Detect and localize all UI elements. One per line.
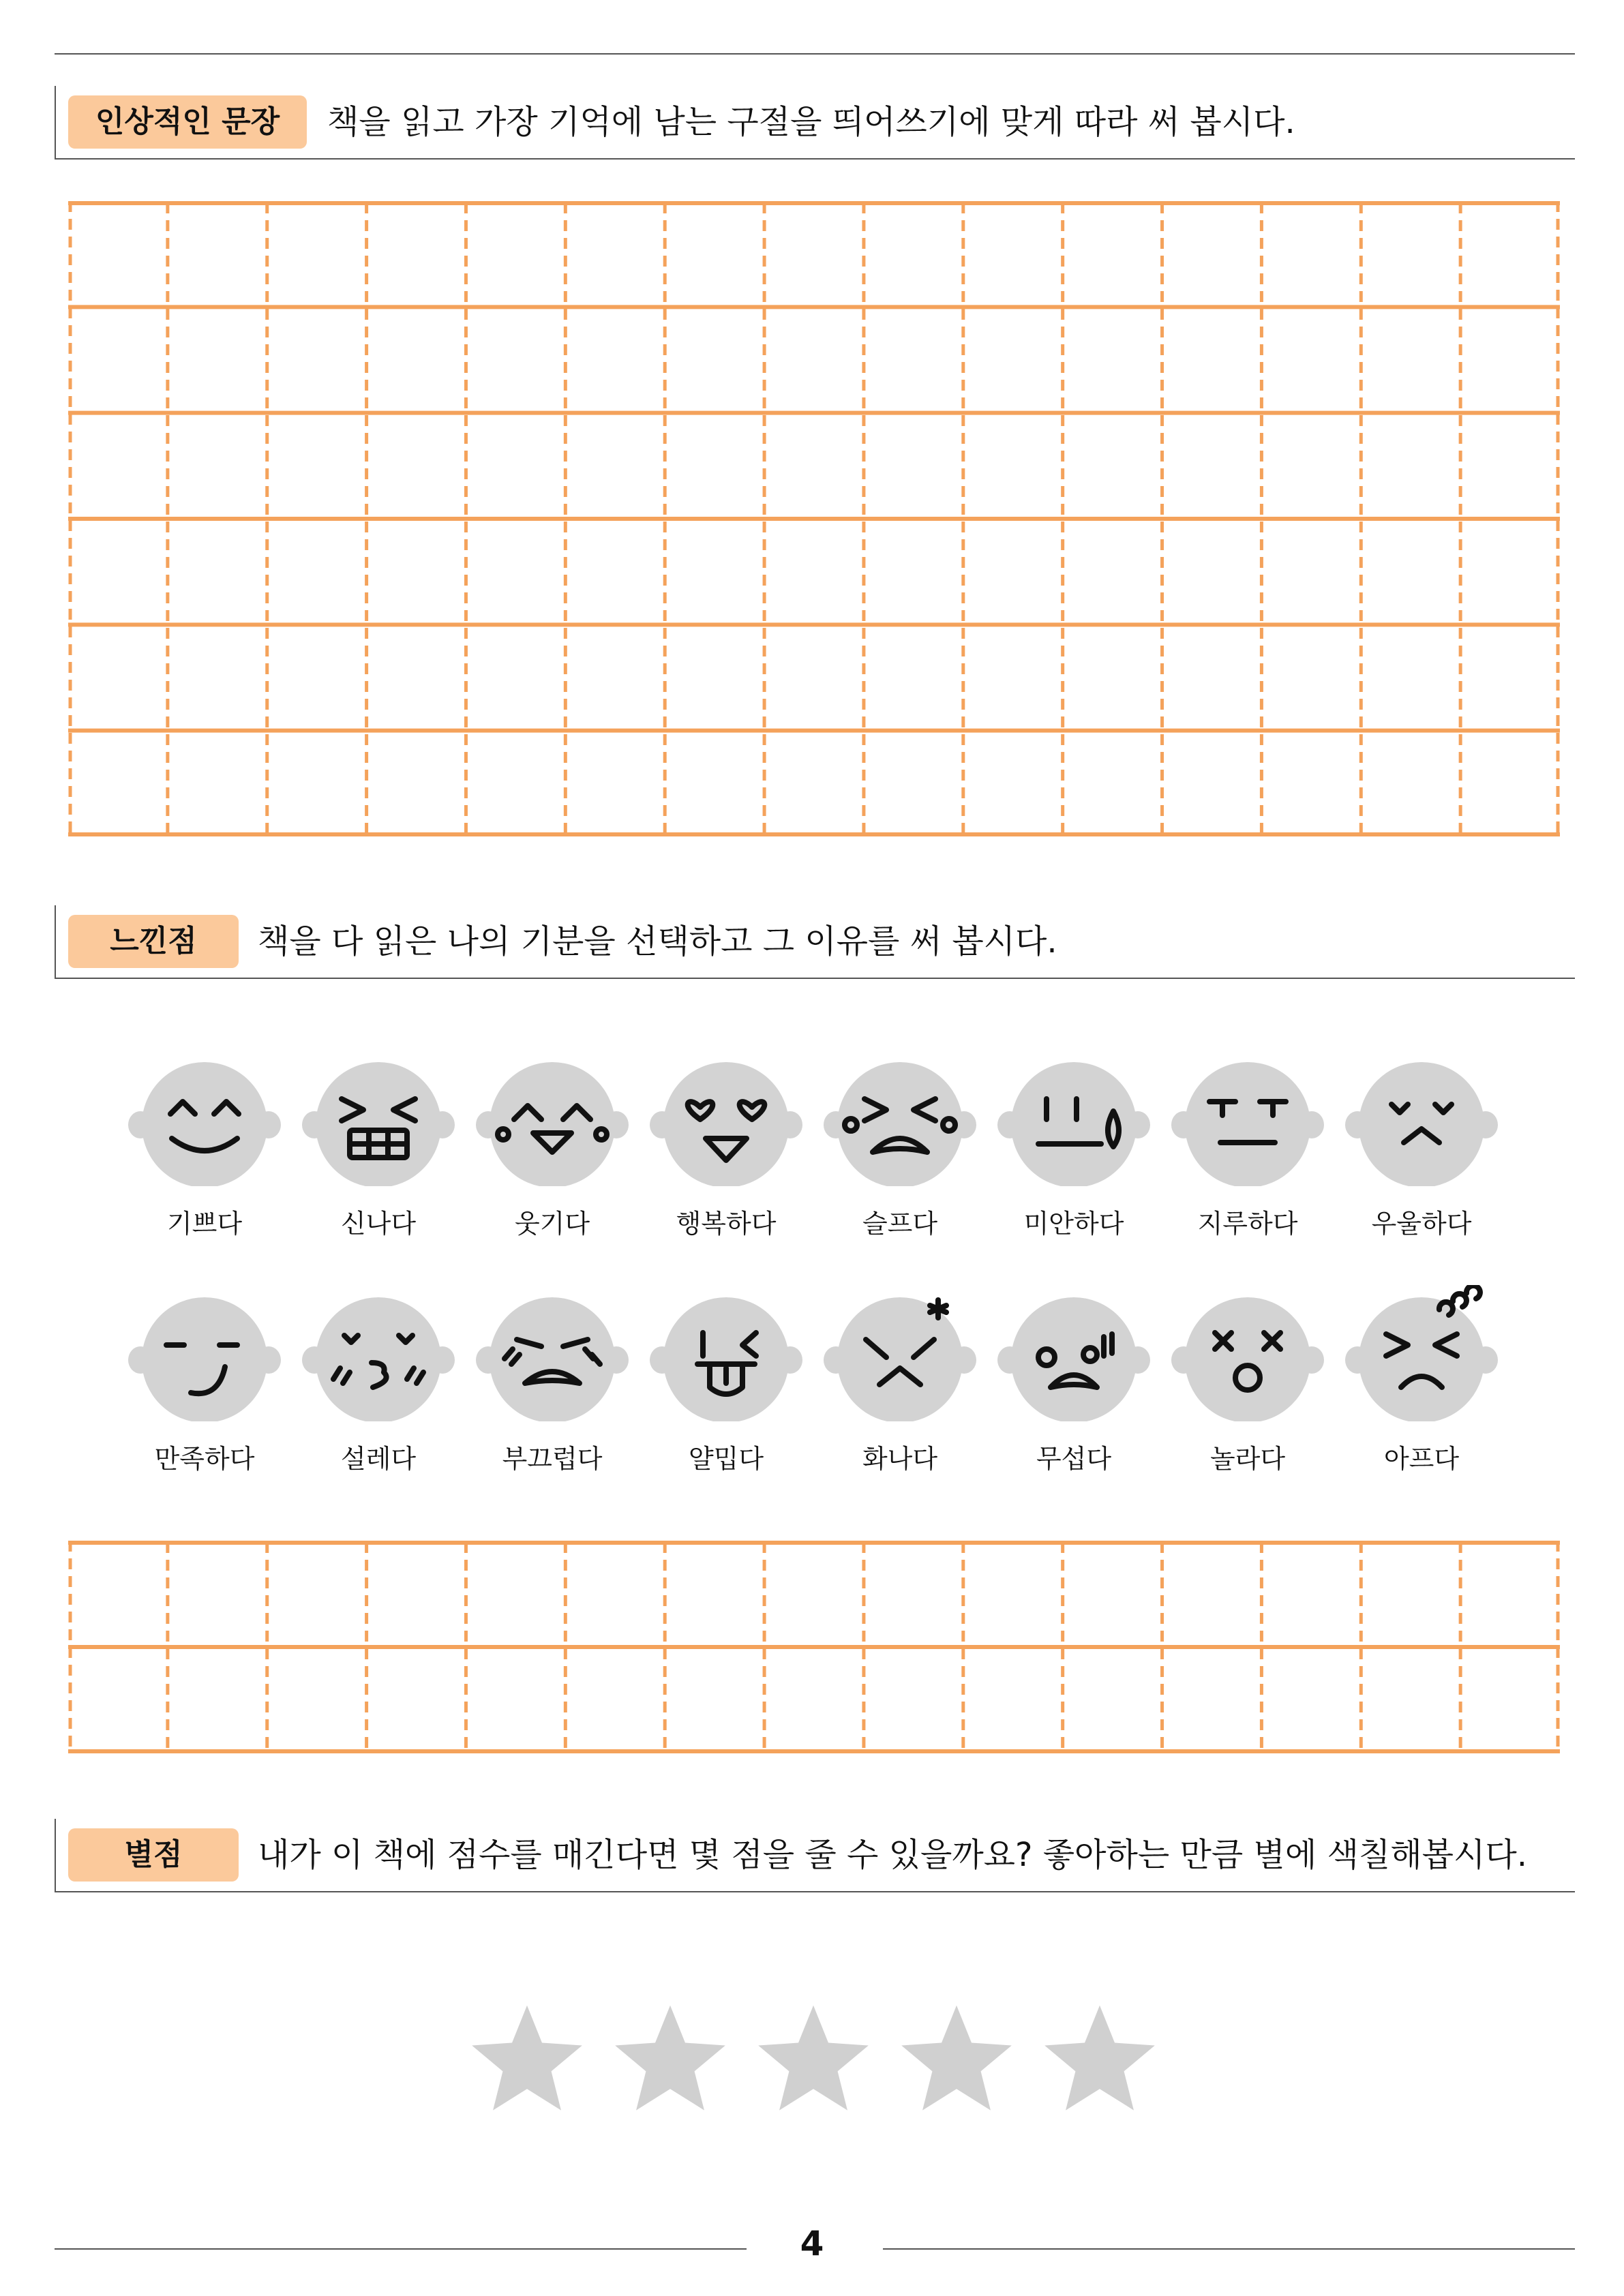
fluttered-face-icon [300,1285,457,1421]
emotion-label: 아프다 [1383,1444,1460,1474]
section-divider [55,158,1575,160]
top-rule [55,53,1575,55]
rating-tag: 별점 [68,1828,239,1882]
reason-writing-grid[interactable] [68,1541,1560,1753]
emotion-label: 기쁘다 [166,1209,243,1239]
emotion-option[interactable] [1166,1050,1329,1240]
emotion-option[interactable] [1166,1285,1329,1475]
section-divider [55,86,56,160]
emotion-label: 만족하다 [154,1444,255,1474]
star-icon[interactable] [1042,2001,1158,2117]
laughing-face-icon [474,1050,631,1186]
emotion-option[interactable] [818,1050,982,1240]
emotion-label: 미안하다 [1023,1209,1124,1239]
emotion-option[interactable] [123,1285,286,1475]
emotion-option[interactable] [644,1050,808,1240]
emotion-label: 놀라다 [1209,1444,1286,1474]
rating-instruction: 내가 이 책에 점수를 매긴다면 몇 점을 줄 수 있을까요? 좋아하는 만큼 별에 색칠해봅시다. [258,1836,1527,1874]
happy-face-icon [126,1050,283,1186]
emotion-option[interactable] [297,1285,460,1475]
emotion-label: 웃기다 [514,1209,590,1239]
emotion-option[interactable] [123,1050,286,1240]
section-divider [55,1819,56,1892]
sentence-instruction: 책을 읽고 가장 기억에 남는 구절을 띄어쓰기에 맞게 따라 써 봅시다. [327,103,1295,141]
emotion-label: 행복하다 [676,1209,777,1239]
star-icon[interactable] [899,2001,1014,2117]
sick-face-icon [1343,1285,1500,1421]
emotion-label: 지루하다 [1197,1209,1298,1239]
emotion-label: 무섭다 [1036,1444,1112,1474]
emotion-option[interactable] [1340,1050,1503,1240]
emotion-option[interactable] [818,1285,982,1475]
bored-face-icon [1169,1050,1326,1186]
emotion-option[interactable] [992,1050,1156,1240]
emotion-label: 설레다 [340,1444,417,1474]
emotion-label: 부끄럽다 [502,1444,603,1474]
gloomy-face-icon [1343,1050,1500,1186]
excited-face-icon [300,1050,457,1186]
page-number: 4 [800,2224,824,2263]
sorry-face-icon [995,1050,1152,1186]
satisfied-face-icon [126,1285,283,1421]
emotion-label: 슬프다 [862,1209,938,1239]
emotion-option[interactable] [992,1285,1156,1475]
angry-face-icon [822,1285,978,1421]
crying-face-icon [822,1050,978,1186]
surprised-face-icon [1169,1285,1326,1421]
emotion-option[interactable] [297,1050,460,1240]
section-divider [55,978,1575,979]
tongue-face-icon [648,1285,805,1421]
heart-eyes-face-icon [648,1050,805,1186]
feeling-section-header [55,905,1575,979]
section-divider [55,905,56,979]
feeling-tag: 느낀점 [68,915,239,968]
emotion-label: 화나다 [862,1444,938,1474]
section-divider [55,1891,1575,1892]
rating-section-header [55,1819,1575,1892]
shy-face-icon [474,1285,631,1421]
emotion-option[interactable] [1340,1285,1503,1475]
emotion-label: 우울하다 [1371,1209,1472,1239]
emotion-option[interactable] [644,1285,808,1475]
writing-grid-lines [68,1541,1560,1753]
footer-rule-right [883,2248,1575,2250]
sentence-tag: 인상적인 문장 [68,95,307,149]
emotion-label: 얄밉다 [688,1444,764,1474]
feeling-instruction: 책을 다 읽은 나의 기분을 선택하고 그 이유를 써 봅시다. [258,922,1057,961]
star-icon[interactable] [755,2001,871,2117]
writing-grid-lines [68,201,1560,836]
sentence-section-header [55,86,1575,160]
emotion-label: 신나다 [340,1209,417,1239]
footer-rule-left [55,2248,747,2250]
star-icon[interactable] [612,2001,728,2117]
scared-face-icon [995,1285,1152,1421]
emotion-option[interactable] [470,1050,634,1240]
star-icon[interactable] [469,2001,585,2117]
emotion-option[interactable] [470,1285,634,1475]
sentence-writing-grid[interactable] [68,201,1560,836]
star-rating [469,2001,1164,2117]
